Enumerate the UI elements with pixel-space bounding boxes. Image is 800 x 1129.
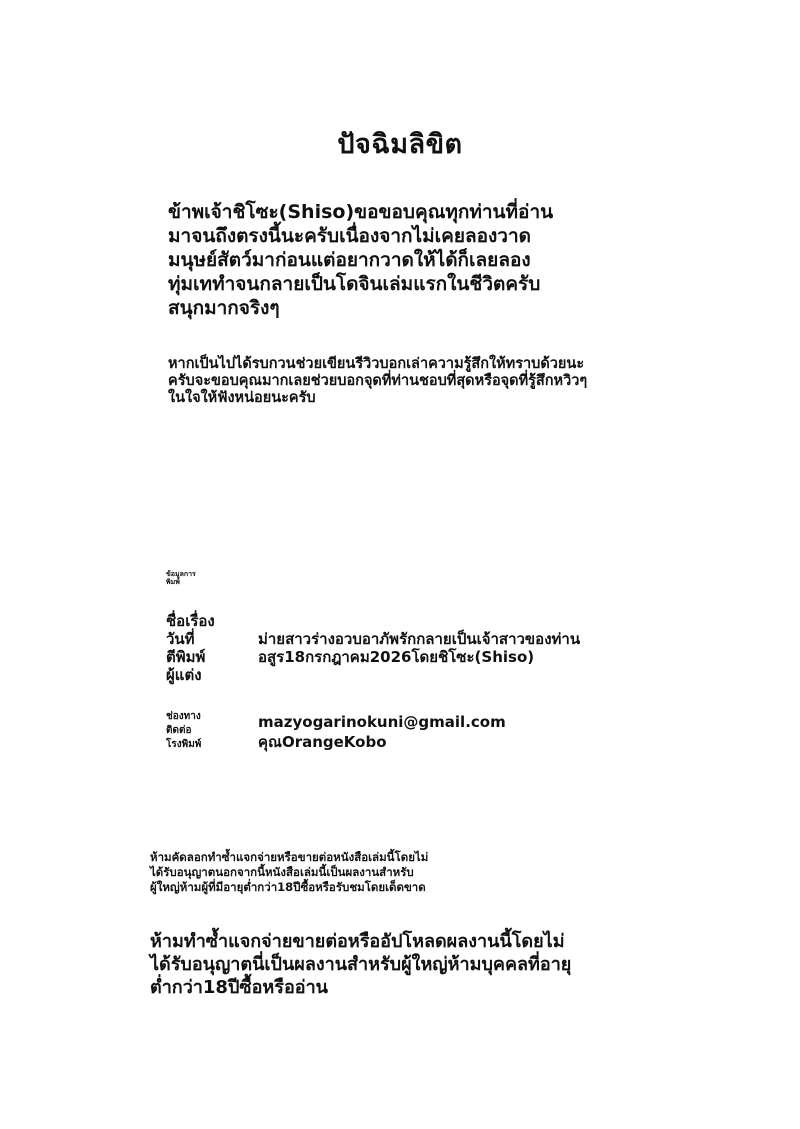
- contact-email: mazyogarinokuni@gmail.com: [258, 713, 506, 731]
- notice-line: ห้ามทำซ้ำแจกจ่ายขายต่อหรืออัปโหลดผลงานนี้โดยไม่: [150, 931, 565, 952]
- publication-values: [258, 630, 580, 666]
- publication-labels: [166, 612, 215, 684]
- request-line: ครับจะขอบคุณมากเลยช่วยบอกจุดที่ท่านชอบที่สุดหรือจุดที่รู้สึกหวิวๆ: [168, 373, 588, 389]
- publication-info-heading: [166, 570, 196, 586]
- notice-line: ผู้ใหญ่ห้ามผู้ที่มีอายุต่ำกว่า18ปีซื้อหรือรับชมโดยเด็ดขาด: [150, 880, 426, 894]
- notice-line: ได้รับอนุญาตนี่เป็นผลงานสำหรับผู้ใหญ่ห้ามบุคคลที่อายุ: [150, 954, 572, 975]
- copyright-notice-small: [150, 850, 428, 895]
- contact-labels: [166, 710, 201, 752]
- notice-line: ห้ามคัดลอกทำซ้ำแจกจ่ายหรือขายต่อหนังสือเล่มนี้โดยไม่: [150, 850, 429, 864]
- label-contact: ช่องทาง: [166, 711, 201, 722]
- intro-line: มาจนถึงตรงนี้นะครับเนื่องจากไม่เคยลองวาด: [168, 225, 531, 247]
- notice-line: ต่ำกว่า18ปีซื้อหรืออ่าน: [150, 977, 328, 998]
- label-author: ผู้แต่ง: [166, 666, 202, 684]
- intro-line: ข้าพเจ้าชิโซะ(Shiso)ขอขอบคุณทุกท่านที่อ่าน: [168, 201, 554, 223]
- review-request-paragraph: [168, 356, 768, 407]
- label-printer: โรงพิมพ์: [166, 739, 202, 750]
- label-date: วันที่: [166, 630, 195, 648]
- request-line: หากเป็นไปได้รบกวนช่วยเขียนรีวิวบอกเล่าความรู้สึกให้ทราบด้วยนะ: [168, 356, 585, 372]
- intro-line: ทุ่มเททำจนกลายเป็นโดจินเล่มแรกในชีวิตครับ: [168, 273, 541, 295]
- contact-values: [258, 712, 506, 752]
- intro-paragraph: [168, 200, 768, 320]
- heading-line: พิมพ์: [166, 578, 180, 586]
- heading-line: ข้อมูลการ: [166, 570, 196, 578]
- copyright-notice-large: [150, 930, 571, 999]
- intro-line: มนุษย์สัตว์มาก่อนแต่อยากวาดให้ได้ก็เลยลอง: [168, 249, 531, 271]
- page-title: ปัจฉิมลิขิต: [337, 129, 463, 160]
- label-contact-2: ติดต่อ: [166, 725, 192, 736]
- printer-name: คุณOrangeKobo: [258, 733, 387, 751]
- label-published: ตีพิมพ์: [166, 648, 206, 666]
- intro-line: สนุกมากจริงๆ: [168, 297, 280, 319]
- value-line: อสูร18กรกฎาคม2026โดยชิโซะ(Shiso): [258, 648, 535, 666]
- value-line: ม่ายสาวร่างอวบอาภัพรักกลายเป็นเจ้าสาวของท่าน: [258, 630, 581, 648]
- label-title: ชื่อเรื่อง: [166, 612, 215, 630]
- request-line: ในใจให้ฟังหน่อยนะครับ: [168, 390, 316, 406]
- notice-line: ได้รับอนุญาตนอกจากนี้หนังสือเล่มนี้เป็นผลงานสำหรับ: [150, 865, 414, 879]
